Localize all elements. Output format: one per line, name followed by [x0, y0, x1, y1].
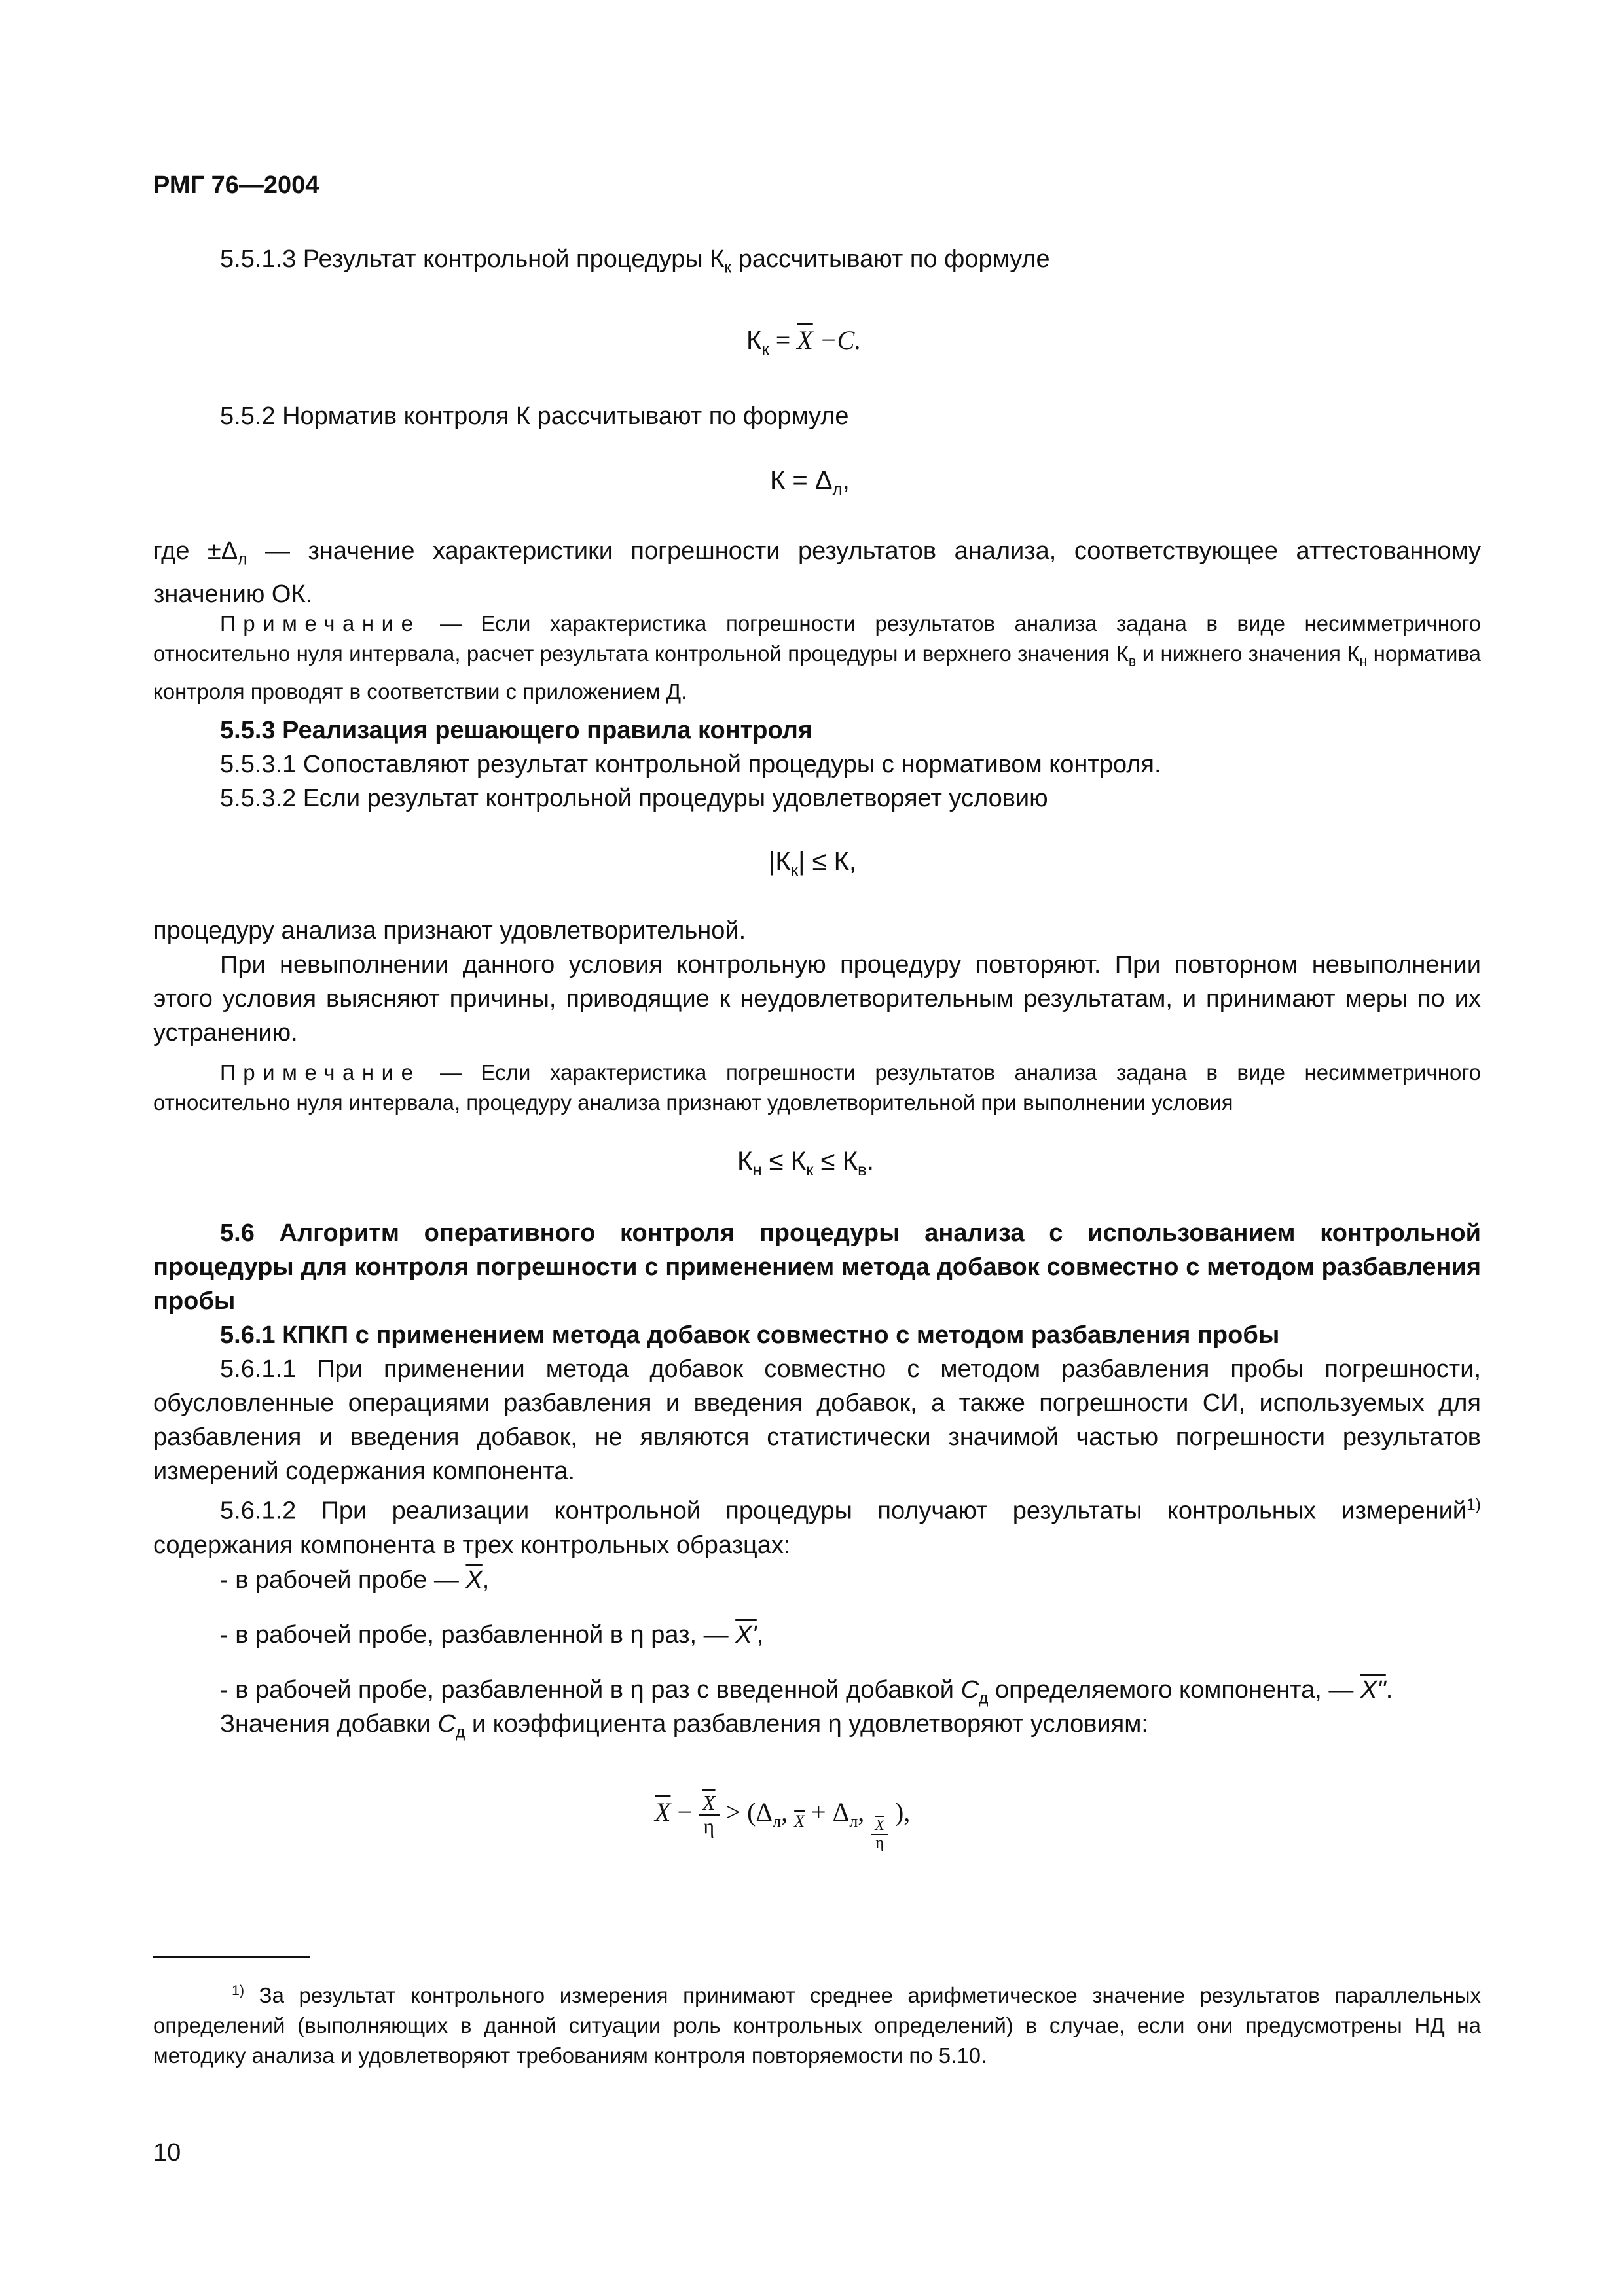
formula-kk: $К_к = \overline{X} -С$. — [746, 325, 862, 359]
paragraph-5-6-1-1: 5.6.1.1 При применении метода добавок совместно с методом разбавления пробы погрешности, обусловленные операциями разбавления и введения добавок, а также погрешности СИ, используемых для разбавления и введения добавок, не являются статистически значимой частью погрешности результатов измерений содержания компонента. — [153, 1355, 1481, 1485]
list-item-diluted-sample: - в рабочей пробе, разбавленной в η раз, — X', — [220, 1621, 764, 1649]
paragraph-5-5-2: 5.5.2 Норматив контроля К рассчитывают по формуле — [220, 403, 849, 430]
fraction-subscript: $\frac{\overline{X}}{\eta}$ — [871, 1818, 888, 1852]
formula-condition: $|К_к| \le К$, — [769, 847, 857, 880]
paragraph-5-6-1-2: 5.6.1.2 При реализации контрольной процедуры получают результаты контрольных измерений$^{1)}$ содержания компонента в трех контрольных образцах: — [153, 1496, 1481, 1559]
paragraph-5-5-3-1: 5.5.3.1 Сопоставляют результат контрольной процедуры с нормативом контроля. — [220, 751, 1161, 778]
heading-5-6-1: 5.6.1 КПКП с применением метода добавок совместно с методом разбавления пробы — [220, 1321, 1280, 1349]
list-item-working-sample: - в рабочей пробе — $\overline{X}$, — [220, 1566, 490, 1594]
footnote-separator — [153, 1956, 310, 1958]
formula-inequality: $\overline{X}$ − $\frac{\overline{X}}{\eta}$ > ($\Delta_л$, $_{\overline{X}} + \Delta_л$, $\frac{\overline{X}}{\eta}$ ), — [655, 1791, 911, 1852]
formula-asym-condition: $К_н \le К_к \le К_в$. — [737, 1147, 874, 1179]
note-1: Примечание — Если характеристика погрешности результатов анализа задана в виде несимметричного относительно нуля интервала, расчет результата контрольной процедуры и верхнего значения $К_в$ и нижнего значения $К_н$ норматива контроля проводят в соответствии с приложением Д. — [153, 611, 1481, 704]
heading-5-5-3: 5.5.3 Реализация решающего правила контроля — [220, 717, 813, 744]
footnote: $^{1)}$ За результат контрольного измерения принимают среднее арифметическое значение результатов параллельных определений (выполняющих в данной ситуации роль контрольных определений) в случае, если они предусмотрены НД на методику анализа и удовлетворяют требованиям контроля повторяемости по 5.10. — [153, 1982, 1481, 2068]
paragraph-conditions: Значения добавки $С_д$ и коэффициента разбавления η удовлетворяют условиям: — [220, 1710, 1148, 1742]
fraction-x-over-eta: $\frac{\overline{X}}{\eta}$ — [699, 1792, 720, 1837]
formula-k: $К = \Delta_л$, — [770, 466, 850, 499]
list-item-diluted-spiked-sample: - в рабочей пробе, разбавленной в η раз с введенной добавкой $С_д$ определяемого компонента, — X". — [220, 1676, 1393, 1708]
paragraph-5-5-3-2: 5.5.3.2 Если результат контрольной процедуры удовлетворяет условию — [220, 785, 1048, 812]
document-header: РМГ 76—2004 — [153, 171, 319, 199]
paragraph-5-5-1-3: 5.5.1.3 Результат контрольной процедуры $К_к$ рассчитывают по формуле — [220, 245, 1050, 277]
paragraph-accept: процедуру анализа признают удовлетворительной. — [153, 917, 746, 944]
paragraph-where: где $\pm\Delta_л$ — значение характеристики погрешности результатов анализа, соответствующее аттестованному значению ОК. — [153, 537, 1481, 608]
note-2: Примечание — Если характеристика погрешности результатов анализа задана в виде несимметричного относительно нуля интервала, процедуру анализа признают удовлетворительной при выполнении условия — [153, 1060, 1481, 1115]
heading-5-6: 5.6 Алгоритм оперативного контроля процедуры анализа с использованием контрольной процедуры для контроля погрешности с применением метода добавок совместно с методом разбавления пробы — [153, 1219, 1481, 1315]
page-number: 10 — [153, 2139, 181, 2166]
paragraph-fail: При невыполнении данного условия контрольную процедуру повторяют. При повторном невыполнении этого условия выясняют причины, приводящие к неудовлетворительным результатам, и принимают меры по их устранению. — [153, 951, 1481, 1047]
